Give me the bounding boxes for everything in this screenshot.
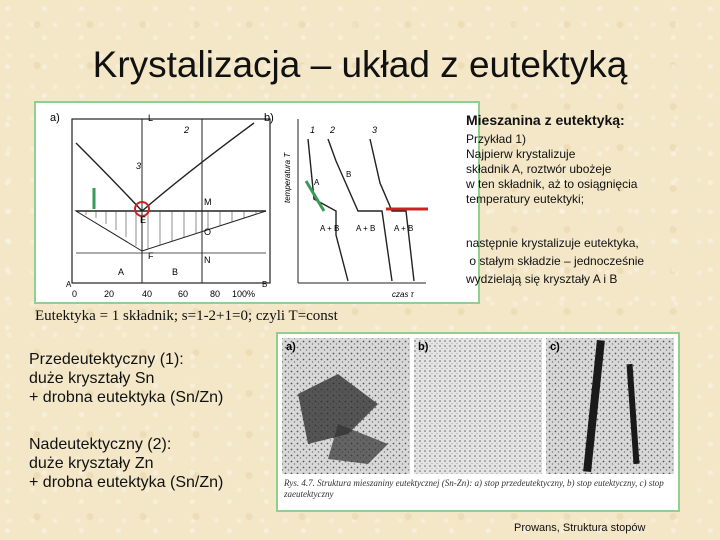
cooling-number-2: 2 xyxy=(330,125,336,135)
x-end-label-A: A xyxy=(66,280,72,289)
sidebar-p2-line: o stałym składzie – jednocześnie xyxy=(466,254,645,268)
cooling-phase-AB-3: A + B xyxy=(394,224,414,233)
region-label-L: L xyxy=(148,113,154,123)
slide-title: Krystalizacja – układ z eutektyką xyxy=(92,44,628,85)
region-label-O: O xyxy=(204,227,212,237)
phase-diagram-svg xyxy=(36,103,478,302)
x-tick-60: 60 xyxy=(178,289,189,299)
sidebar-p1-line: Najpierw krystalizuje xyxy=(466,147,576,161)
hypereutectic-line: + drobna eutektyka (Sn/Zn) xyxy=(29,474,224,491)
sidebar-paragraph-1 xyxy=(466,132,716,207)
cooling-phase-A: A xyxy=(314,178,320,187)
sidebar-p1-line: Przykład 1) xyxy=(466,132,527,146)
micrograph-b xyxy=(414,338,542,474)
cooling-phase-AB-1: A + B xyxy=(320,224,340,233)
hypoeutectic-description xyxy=(29,350,223,407)
sidebar-p1-line: składnik A, roztwór ubożeje xyxy=(466,162,612,176)
panel-a-label: a) xyxy=(50,112,60,124)
micrograph-c xyxy=(546,338,674,474)
cooling-x-axis-label: czas τ xyxy=(392,290,414,299)
cooling-number-1: 1 xyxy=(310,125,316,135)
phase-rule-formula: Eutektyka = 1 składnik; s=1-2+1=0; czyli T=const xyxy=(35,308,338,324)
sidebar-p1-line: w ten składnik, aż to osiągnięcia xyxy=(466,177,638,191)
hypereutectic-line: duże kryształy Zn xyxy=(29,455,154,472)
region-label-E: E xyxy=(140,215,147,225)
region-label-B: B xyxy=(172,267,179,277)
sidebar-heading: Mieszanina z eutektyką: xyxy=(466,112,625,128)
x-tick-40: 40 xyxy=(142,289,153,299)
curve-number-3: 3 xyxy=(136,161,142,171)
liquidus-right xyxy=(142,123,254,211)
cooling-y-axis-label: temperatura T xyxy=(283,152,292,203)
x-tick-100: 100% xyxy=(232,289,256,299)
x-tick-80: 80 xyxy=(210,289,221,299)
source-credit: Prowans, Struktura stopów xyxy=(514,522,646,534)
triangle-hatching xyxy=(86,211,256,249)
curve-number-2: 2 xyxy=(184,125,190,135)
hypereutectic-line: Nadeutektyczny (2): xyxy=(29,436,172,453)
hypoeutectic-line: Przedeutektyczny (1): xyxy=(29,351,184,368)
sidebar-p1-line: temperatury eutektyki; xyxy=(466,192,585,206)
micrograph-figure xyxy=(276,332,680,512)
cooling-phase-B: B xyxy=(346,170,352,179)
hypoeutectic-line: + drobna eutektyka (Sn/Zn) xyxy=(29,389,224,406)
micrograph-label-a: a) xyxy=(286,341,296,353)
micrograph-label-c: c) xyxy=(550,341,560,353)
cooling-curve-1 xyxy=(308,139,348,281)
micrograph-caption: Rys. 4.7. Struktura mieszaniny eutektycznej (Sn-Zn): a) stop przedeutektyczny, b) stop eutektyczny, c) stop zaeutektyczny xyxy=(284,478,664,499)
hypoeutectic-line: duże kryształy Sn xyxy=(29,370,155,387)
x-tick-0: 0 xyxy=(72,289,78,299)
micrograph-label-b: b) xyxy=(418,341,429,353)
cooling-phase-AB-2: A + B xyxy=(356,224,376,233)
cooling-curve-2 xyxy=(328,139,392,281)
phase-diagram-figure xyxy=(34,101,480,304)
region-label-M: M xyxy=(204,197,212,207)
sidebar-p2-line: następnie krystalizuje eutektyka, xyxy=(466,236,639,250)
cooling-number-3: 3 xyxy=(372,125,378,135)
region-label-A: A xyxy=(118,267,125,277)
liquidus-left xyxy=(76,143,142,211)
hypereutectic-description xyxy=(29,435,223,492)
x-end-label-B: B xyxy=(262,280,268,289)
sidebar-p2-line: wydzielają się kryształy A i B xyxy=(466,272,618,286)
eutectic-triangle xyxy=(76,211,266,251)
x-tick-20: 20 xyxy=(104,289,115,299)
region-label-N: N xyxy=(204,255,211,265)
sidebar-paragraph-2 xyxy=(466,234,716,288)
region-label-F: F xyxy=(148,251,154,261)
panel-a-frame xyxy=(72,119,270,283)
panel-b-label: b) xyxy=(264,112,274,124)
